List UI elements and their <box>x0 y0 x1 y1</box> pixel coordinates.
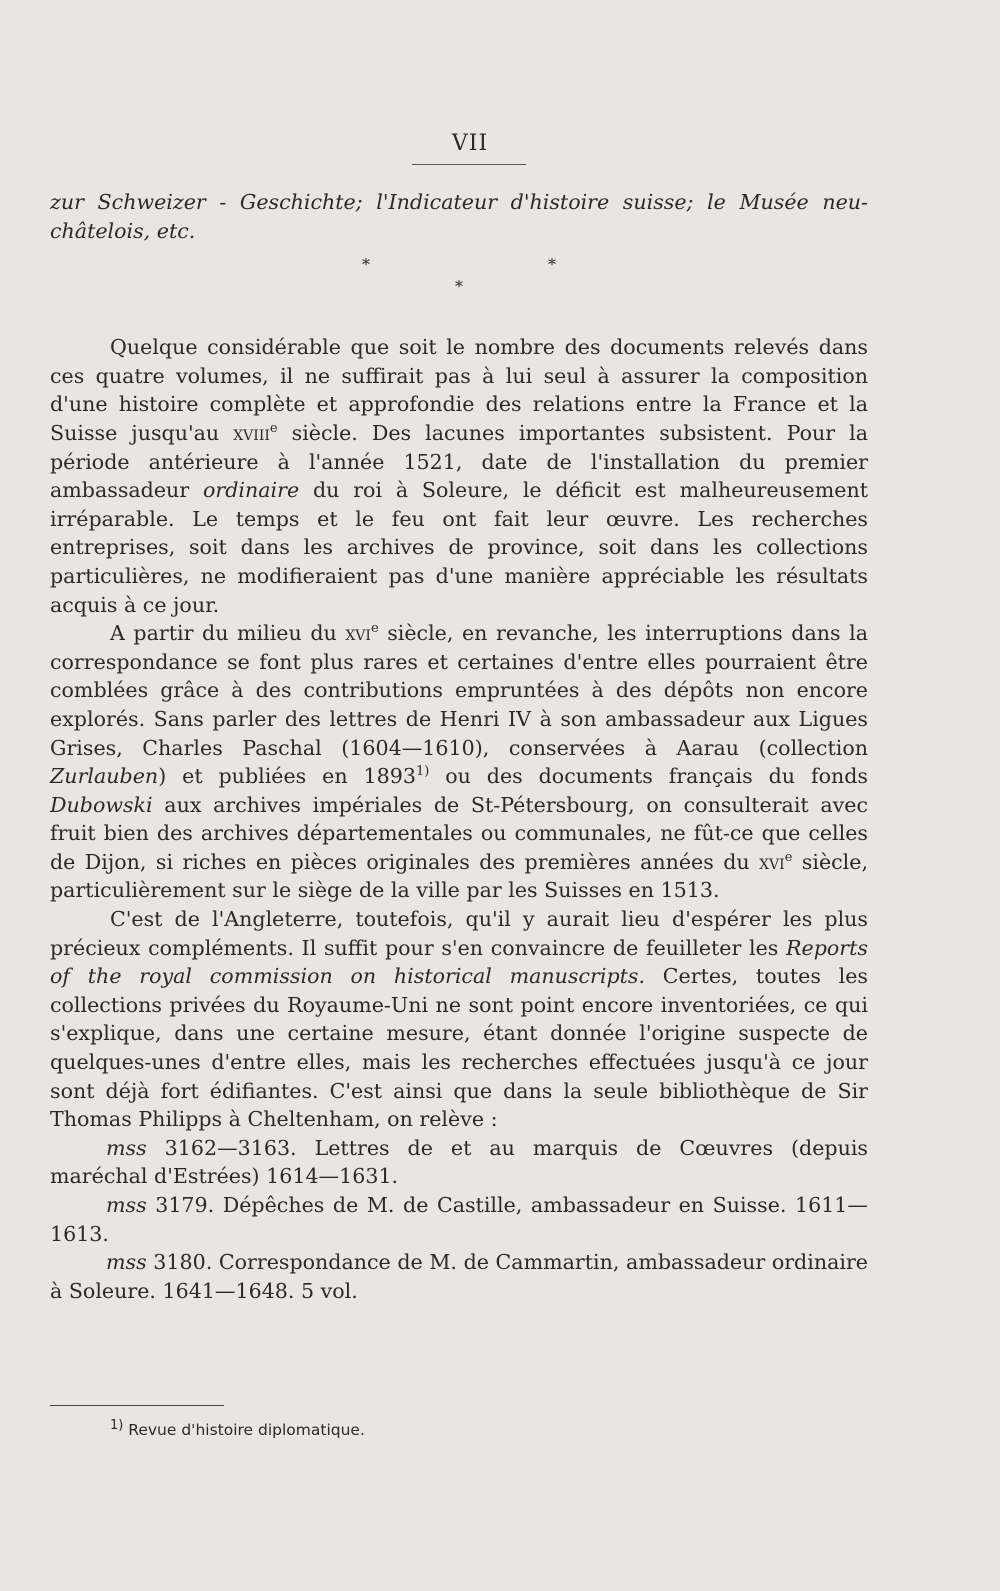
paragraph-3 <box>50 905 868 1134</box>
intro-paragraph <box>50 188 868 245</box>
century-16-sup: e <box>370 621 379 637</box>
paragraph-2-text-a: A partir du milieu du <box>110 621 346 646</box>
footnote-text: Revue d'histoire diplomatique. <box>123 1421 365 1439</box>
mss-label: mss <box>106 1193 147 1217</box>
paragraph-2-text-f: siècle, particulièrement sur le siège de la ville par les Suisses en 1513. <box>50 849 868 903</box>
paragraph-2-text-b: siècle, en revanche, les interruptions dans la correspondance se font plus rares et certaines d'entre elles pourraient être comblées grâce à des contributions empruntées à des dépôts non encore explorés. Sans parler des lettres de Henri IV à son ambassadeur aux Ligues Grises, Charles Paschal (1604—1610), conservées à Aarau (collection <box>50 621 868 760</box>
century-16-second: xvi <box>759 849 785 874</box>
paragraph-1-text-a: Quelque considérable que soit le nombre des documents relevés dans ces quatre volumes, il ne suffirait pas à lui seul à assurer la composition d'une histoire complète et approfondie des relations entre la France et la Suisse jusqu'au <box>50 335 868 445</box>
century-18: xviii <box>233 420 270 445</box>
manuscript-item-text: 3180. Correspondance de M. de Cammartin, ambassadeur ordinaire à Soleure. 1641—1648. 5 vol. <box>50 1250 868 1303</box>
intro-part-1: zur Schweizer - Geschichte; <box>50 190 363 214</box>
footnote <box>110 1417 365 1439</box>
paragraph-2 <box>50 619 868 905</box>
mss-label: mss <box>106 1135 147 1160</box>
mss-label: mss <box>106 1250 147 1275</box>
footnote-reference: 1) <box>415 764 430 780</box>
paragraph-1-text-c: du roi à Soleure, le déficit est malheureusement irréparable. Le temps et le feu ont fait leur œuvre. Les recherches entreprises, soit dans les archives de province, soit dans les collections particulières, ne modifieraient pas d'une manière appréciable les résultats acquis à ce jour. <box>50 478 868 617</box>
paragraph-1-text-b: siècle. Des lacunes importantes subsistent. Pour la période antérieure à l'année 1521, date de l'installation du premier ambassadeur <box>50 420 868 503</box>
manuscript-item-2 <box>50 1191 868 1248</box>
intro-part-2: l'Indicateur d'histoire suisse; <box>376 190 694 214</box>
paragraph-3-text-b: Certes, toutes les collections privées du Royaume-Uni ne sont point encore inventoriées, ce qui s'explique, dans une certaine mesure, étant donnée l'origine suspecte de quelques-unes d'entre elles, mais les recherches effectuées jusqu'à ce jour sont déjà fort édifiantes. C'est ainsi que dans la seule bibliothèque de Sir Thomas Philipps à Cheltenham, on relève : <box>50 964 868 1132</box>
dubowski-italic: Dubowski <box>50 792 153 817</box>
ordinaire-italic: ordinaire <box>202 478 300 503</box>
footnote-rule <box>50 1405 224 1406</box>
paragraph-2-text-c: ) et publiées en 1893 <box>158 764 416 789</box>
century-16: xvi <box>345 621 371 646</box>
manuscript-item-3 <box>50 1248 868 1305</box>
body-text <box>50 188 868 1305</box>
manuscript-item-text: 3179. Dépêches de M. de Castille, ambassadeur en Suisse. 1611—1613. <box>50 1193 868 1246</box>
page-number: VII <box>451 131 489 156</box>
asterism-star-bottom: * <box>455 277 463 297</box>
section-asterism <box>50 245 868 333</box>
intro-part-3: le Musée neu-châtelois, etc. <box>50 190 868 243</box>
footnote-mark: 1) <box>110 1417 124 1433</box>
header-rule <box>412 164 526 165</box>
century-18-sup: e <box>269 421 278 437</box>
asterism-star-right: * <box>548 255 556 275</box>
paragraph-3-text-a: C'est de l'Angleterre, toutefois, qu'il y aurait lieu d'espérer les plus précieux compléments. Il suffit pour s'en convaincre de feuilleter les <box>50 907 868 960</box>
paragraph-2-text-d: ou des documents français du fonds <box>429 764 868 789</box>
paragraph-2-text-e: aux archives impériales de St-Pétersbourg, on consulterait avec fruit bien des archives départementales ou communales, ne fût-ce que celles de Dijon, si riches en pièces originales des premières années du <box>50 792 868 874</box>
century-16-second-sup: e <box>784 850 793 866</box>
zurlauben-italic: Zurlauben <box>50 764 159 789</box>
manuscript-item-1 <box>50 1134 868 1191</box>
reports-title-italic: Reports of the royal commission on historical manuscripts. <box>50 935 868 989</box>
paragraph-1 <box>50 333 868 619</box>
asterism-star-left: * <box>362 255 370 275</box>
manuscript-item-text: 3162—3163. Lettres de et au marquis de Cœuvres (depuis maréchal d'Estrées) 1614—1631. <box>50 1135 868 1189</box>
